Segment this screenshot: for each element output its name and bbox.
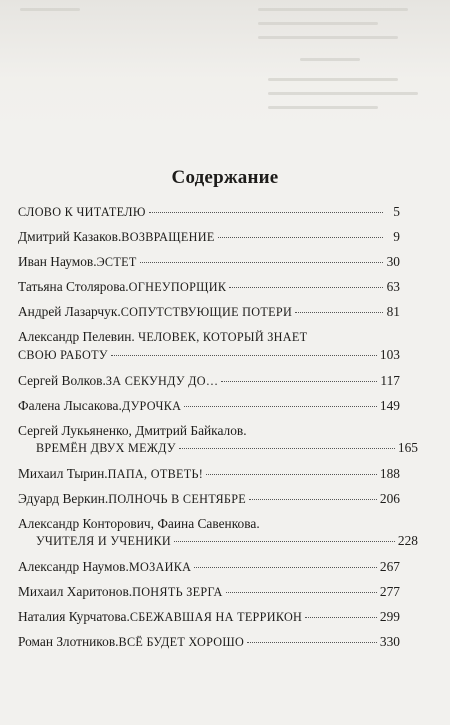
dot-leader bbox=[226, 591, 377, 593]
toc-entry bbox=[18, 490, 400, 507]
entry-title: ЧЕЛОВЕК, КОТОРЫЙ ЗНАЕТ bbox=[138, 330, 308, 344]
toc-entry bbox=[18, 203, 400, 220]
entry-title: ПАПА, ОТВЕТЬ! bbox=[107, 467, 204, 481]
entry-author: Александр Пелевин. bbox=[18, 329, 139, 344]
toc-entry bbox=[18, 253, 400, 270]
entry-title: ДУРОЧКА bbox=[121, 399, 182, 413]
page-number: 228 bbox=[397, 533, 418, 548]
dot-leader bbox=[206, 473, 377, 475]
entry-author: Александр Наумов. bbox=[18, 559, 129, 574]
entry-first-line bbox=[18, 328, 400, 346]
bleed-line bbox=[258, 8, 408, 11]
entry-title: СЛОВО К ЧИТАТЕЛЮ bbox=[18, 205, 146, 219]
dot-leader bbox=[218, 236, 383, 238]
entry-title: ОГНЕУПОРЩИК bbox=[128, 280, 227, 294]
dot-leader bbox=[174, 540, 395, 542]
entry-author: Роман Злотников. bbox=[18, 634, 119, 649]
toc-heading: Содержание bbox=[171, 167, 279, 188]
entry-title-continued: СВОЮ РАБОТУ bbox=[18, 348, 108, 362]
dot-leader bbox=[194, 566, 377, 568]
entry-author: Михаил Харитонов. bbox=[18, 584, 133, 599]
bleed-line bbox=[268, 106, 378, 109]
toc-entry bbox=[18, 633, 400, 650]
toc-entry bbox=[18, 583, 400, 600]
entry-first-line bbox=[18, 515, 400, 532]
dot-leader bbox=[221, 380, 377, 382]
page-number: 165 bbox=[397, 440, 418, 455]
entry-title: ЗА СЕКУНДУ ДО… bbox=[105, 374, 219, 388]
bleed-line bbox=[268, 92, 418, 95]
page-number: 277 bbox=[379, 584, 400, 599]
page-number: 63 bbox=[386, 279, 400, 294]
entry-continuation bbox=[18, 346, 400, 364]
dot-leader bbox=[149, 211, 383, 213]
toc-entry bbox=[18, 372, 400, 389]
dot-leader bbox=[179, 447, 395, 449]
page-number: 330 bbox=[379, 634, 400, 649]
toc-entry bbox=[18, 278, 400, 295]
entry-title: МОЗАИКА bbox=[128, 560, 192, 574]
entry-title: ВОЗВРАЩЕНИЕ bbox=[121, 230, 215, 244]
bleed-line bbox=[20, 8, 80, 11]
entry-first-line bbox=[18, 422, 400, 439]
entry-title: СБЕЖАВШАЯ НА ТЕРРИКОН bbox=[129, 610, 303, 624]
page-number: 117 bbox=[380, 373, 400, 388]
page-number: 5 bbox=[393, 204, 400, 219]
entry-author: Иван Наумов. bbox=[18, 254, 97, 269]
entry-author: Фалена Лысакова. bbox=[18, 398, 122, 413]
entry-author: Сергей Лукьяненко, Дмитрий Байкалов. bbox=[18, 423, 247, 438]
entry-author: Татьяна Столярова. bbox=[18, 279, 129, 294]
dot-leader bbox=[184, 405, 377, 407]
bleed-line bbox=[258, 36, 398, 39]
dot-leader bbox=[249, 498, 377, 500]
dot-leader bbox=[140, 261, 383, 263]
previous-page-bleed-through bbox=[0, 0, 450, 130]
bleed-line bbox=[258, 22, 378, 25]
entry-title: ПОНЯТЬ ЗЕРГА bbox=[132, 585, 223, 599]
entry-title-continued: ВРЕМЁН ДВУХ МЕЖДУ bbox=[36, 441, 176, 455]
dot-leader bbox=[247, 641, 377, 643]
bleed-line bbox=[300, 58, 360, 61]
entry-continuation bbox=[18, 532, 418, 550]
entry-title: ВСЁ БУДЕТ ХОРОШО bbox=[118, 635, 245, 649]
entry-title: СОПУТСТВУЮЩИЕ ПОТЕРИ bbox=[120, 305, 293, 319]
toc-entry bbox=[18, 422, 418, 457]
page-number: 81 bbox=[386, 304, 400, 319]
entry-author: Сергей Волков. bbox=[18, 373, 106, 388]
entry-title-continued: УЧИТЕЛЯ И УЧЕНИКИ bbox=[36, 534, 171, 548]
entry-author: Эдуард Веркин. bbox=[18, 491, 109, 506]
entry-author: Дмитрий Казаков. bbox=[18, 229, 122, 244]
page-number: 149 bbox=[379, 398, 400, 413]
dot-leader bbox=[305, 616, 377, 618]
toc-entry bbox=[18, 303, 400, 320]
page-number: 267 bbox=[379, 559, 400, 574]
toc-entry bbox=[18, 397, 400, 414]
entry-author: Александр Конторович, Фаина Савенкова. bbox=[18, 516, 260, 531]
entry-author: Михаил Тырин. bbox=[18, 466, 108, 481]
page-number: 103 bbox=[379, 347, 400, 362]
entry-continuation bbox=[18, 439, 418, 457]
toc-entry bbox=[18, 515, 418, 550]
page-number: 206 bbox=[379, 491, 400, 506]
entry-author: Андрей Лазарчук. bbox=[18, 304, 121, 319]
toc-entry bbox=[18, 608, 400, 625]
page-number: 30 bbox=[386, 254, 400, 269]
page-number: 188 bbox=[379, 466, 400, 481]
dot-leader bbox=[229, 286, 383, 288]
dot-leader bbox=[295, 311, 383, 313]
entry-author: Наталия Курчатова. bbox=[18, 609, 130, 624]
page-number: 9 bbox=[393, 229, 400, 244]
bleed-line bbox=[268, 78, 398, 81]
entry-title: ЭСТЕТ bbox=[96, 255, 137, 269]
entry-title: ПОЛНОЧЬ В СЕНТЯБРЕ bbox=[108, 492, 247, 506]
table-of-contents bbox=[18, 203, 418, 650]
toc-entry bbox=[18, 328, 400, 364]
toc-entry bbox=[18, 558, 400, 575]
toc-entry bbox=[18, 228, 400, 245]
toc-entry bbox=[18, 465, 400, 482]
dot-leader bbox=[111, 354, 377, 356]
page-number: 299 bbox=[379, 609, 400, 624]
